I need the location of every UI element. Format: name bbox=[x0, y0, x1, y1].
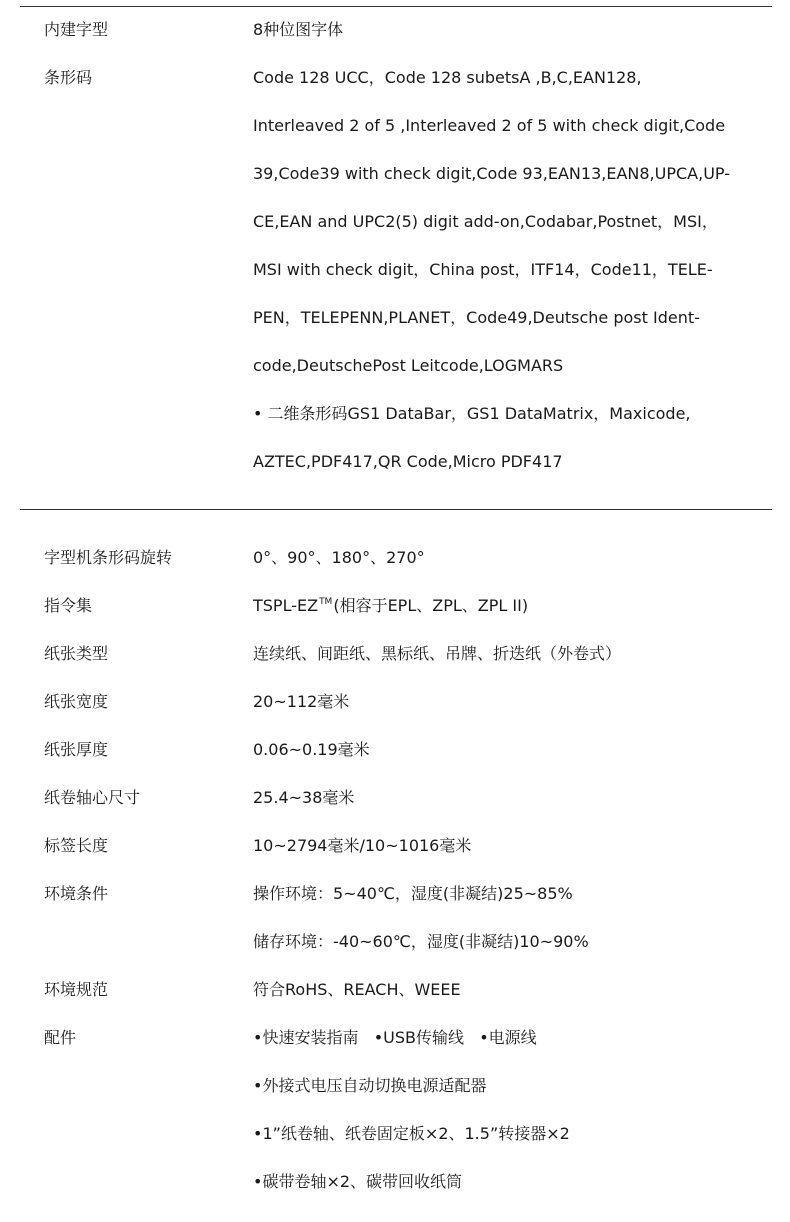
barcode-line: Interleaved 2 of 5 ,Interleaved 2 of 5 with check digit,Code bbox=[253, 116, 726, 135]
core-size-value: 25.4~38毫米 bbox=[253, 788, 355, 807]
command-set-prefix: TSPL-EZ bbox=[253, 596, 319, 615]
barcode-line: code,DeutschePost Leitcode,LOGMARS bbox=[253, 356, 564, 375]
core-size-label: 纸卷轴心尺寸 bbox=[44, 788, 141, 807]
accessories-line: •碳带卷轴×2、碳带回收纸筒 bbox=[253, 1172, 463, 1191]
environment-operating: 操作环境：5~40℃，湿度(非凝结)25~85% bbox=[253, 884, 573, 903]
paper-type-value: 连续纸、间距纸、黑标纸、吊牌、折迭纸（外卷式） bbox=[253, 644, 622, 663]
paper-width-value: 20~112毫米 bbox=[253, 692, 350, 711]
section-divider bbox=[20, 509, 772, 510]
paper-type-label: 纸张类型 bbox=[44, 644, 109, 663]
environment-storage: 储存环境：-40~60℃，湿度(非凝结)10~90% bbox=[253, 932, 589, 951]
paper-thickness-value: 0.06~0.19毫米 bbox=[253, 740, 370, 759]
environment-label: 环境条件 bbox=[44, 884, 109, 903]
paper-thickness-label: 纸张厚度 bbox=[44, 740, 109, 759]
accessories-line: •外接式电压自动切换电源适配器 bbox=[253, 1076, 487, 1095]
compliance-value: 符合RoHS、REACH、WEEE bbox=[253, 980, 461, 999]
barcode-line: Code 128 UCC，Code 128 subetsA ,B,C,EAN128, bbox=[253, 68, 642, 87]
trademark-mark: TM bbox=[319, 597, 333, 607]
command-set-label: 指令集 bbox=[44, 596, 93, 615]
builtin-font-label: 内建字型 bbox=[44, 20, 109, 39]
barcode-line: 39,Code39 with check digit,Code 93,EAN13,EAN8,UPCA,UP- bbox=[253, 164, 730, 183]
command-set-value bbox=[253, 596, 763, 616]
rotation-value: 0°、90°、180°、270° bbox=[253, 548, 425, 567]
barcode-label: 条形码 bbox=[44, 68, 93, 87]
accessories-line: •1”纸卷轴、纸卷固定板×2、1.5”转接器×2 bbox=[253, 1124, 570, 1143]
rotation-label: 字型机条形码旋转 bbox=[44, 548, 173, 567]
barcode-2d-line: • 二维条形码GS1 DataBar，GS1 DataMatrix，Maxicode, bbox=[253, 404, 691, 423]
paper-width-label: 纸张宽度 bbox=[44, 692, 109, 711]
barcode-line: CE,EAN and UPC2(5) digit add-on,Codabar,Postnet，MSI， bbox=[253, 212, 718, 231]
accessories-label: 配件 bbox=[44, 1028, 77, 1047]
barcode-2d-line: AZTEC,PDF417,QR Code,Micro PDF417 bbox=[253, 452, 563, 471]
barcode-line: PEN，TELEPENN,PLANET，Code49,Deutsche post Ident- bbox=[253, 308, 700, 327]
label-length-label: 标签长度 bbox=[44, 836, 109, 855]
command-set-suffix: (相容于EPL、ZPL、ZPL II) bbox=[333, 596, 529, 615]
label-length-value: 10~2794毫米/10~1016毫米 bbox=[253, 836, 472, 855]
barcode-line: MSI with check digit，China post，ITF14，Code11，TELE- bbox=[253, 260, 713, 279]
accessories-line: •快速安装指南 •USB传输线 •电源线 bbox=[253, 1028, 537, 1047]
compliance-label: 环境规范 bbox=[44, 980, 109, 999]
builtin-font-value: 8种位图字体 bbox=[253, 20, 344, 39]
top-divider bbox=[20, 6, 772, 7]
